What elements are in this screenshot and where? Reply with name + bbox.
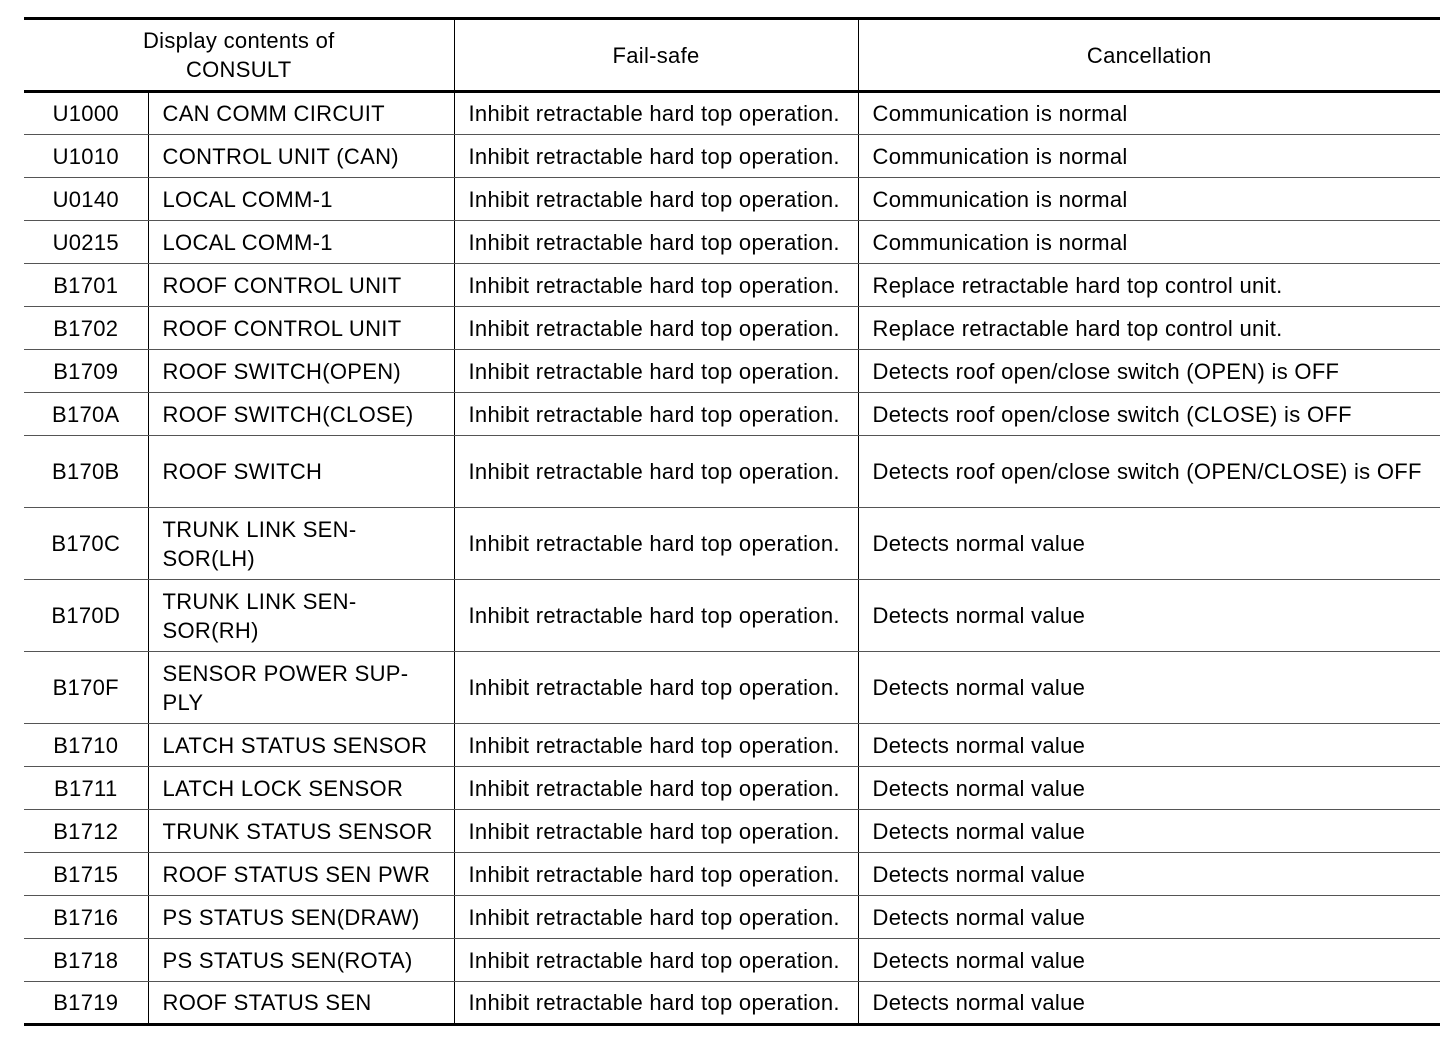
dtc-code: B1716 <box>24 896 148 939</box>
dtc-code: B170B <box>24 436 148 508</box>
dtc-code: B1709 <box>24 350 148 393</box>
dtc-code: U0140 <box>24 178 148 221</box>
cancellation-condition: Detects normal value <box>858 853 1440 896</box>
fail-safe-action: Inhibit retractable hard top operation. <box>454 939 858 982</box>
cancellation-condition: Detects roof open/close switch (OPEN/CLOSE) is OFF <box>858 436 1440 508</box>
table-body <box>24 92 1440 1025</box>
table-row <box>24 307 1440 350</box>
fail-safe-action: Inhibit retractable hard top operation. <box>454 982 858 1025</box>
dtc-code: U1000 <box>24 92 148 135</box>
dtc-code: B1701 <box>24 264 148 307</box>
header-row <box>24 19 1440 92</box>
cancellation-condition: Communication is normal <box>858 135 1440 178</box>
fail-safe-action: Inhibit retractable hard top operation. <box>454 767 858 810</box>
display-item: LATCH LOCK SENSOR <box>148 767 454 810</box>
dtc-code: B170D <box>24 580 148 652</box>
fail-safe-action: Inhibit retractable hard top operation. <box>454 92 858 135</box>
dtc-code: B170C <box>24 508 148 580</box>
cancellation-condition: Detects normal value <box>858 810 1440 853</box>
fail-safe-action: Inhibit retractable hard top operation. <box>454 580 858 652</box>
table-row <box>24 178 1440 221</box>
display-item: PS STATUS SEN(DRAW) <box>148 896 454 939</box>
fail-safe-action: Inhibit retractable hard top operation. <box>454 264 858 307</box>
display-item: TRUNK LINK SEN- SOR(LH) <box>148 508 454 580</box>
table-row <box>24 767 1440 810</box>
cancellation-condition: Detects normal value <box>858 982 1440 1025</box>
display-item: CAN COMM CIRCUIT <box>148 92 454 135</box>
display-item: PS STATUS SEN(ROTA) <box>148 939 454 982</box>
dtc-code: U0215 <box>24 221 148 264</box>
display-item: CONTROL UNIT (CAN) <box>148 135 454 178</box>
display-item: TRUNK LINK SEN- SOR(RH) <box>148 580 454 652</box>
table-row <box>24 264 1440 307</box>
dtc-code: B1702 <box>24 307 148 350</box>
header-fail-safe: Fail-safe <box>454 19 858 92</box>
fail-safe-table <box>24 17 1440 1026</box>
cancellation-condition: Detects normal value <box>858 767 1440 810</box>
display-item: TRUNK STATUS SENSOR <box>148 810 454 853</box>
dtc-code: B1712 <box>24 810 148 853</box>
fail-safe-action: Inhibit retractable hard top operation. <box>454 896 858 939</box>
fail-safe-action: Inhibit retractable hard top operation. <box>454 393 858 436</box>
cancellation-condition: Detects normal value <box>858 724 1440 767</box>
table-row <box>24 853 1440 896</box>
cancellation-condition: Detects normal value <box>858 580 1440 652</box>
table-row <box>24 508 1440 580</box>
table-row <box>24 810 1440 853</box>
display-item: ROOF STATUS SEN <box>148 982 454 1025</box>
fail-safe-action: Inhibit retractable hard top operation. <box>454 652 858 724</box>
display-item: ROOF SWITCH(OPEN) <box>148 350 454 393</box>
table-row <box>24 350 1440 393</box>
cancellation-condition: Communication is normal <box>858 221 1440 264</box>
fail-safe-action: Inhibit retractable hard top operation. <box>454 724 858 767</box>
display-item: LOCAL COMM-1 <box>148 221 454 264</box>
cancellation-condition: Detects roof open/close switch (CLOSE) is OFF <box>858 393 1440 436</box>
display-item: ROOF SWITCH <box>148 436 454 508</box>
cancellation-condition: Detects normal value <box>858 652 1440 724</box>
table-row <box>24 982 1440 1025</box>
fail-safe-action: Inhibit retractable hard top operation. <box>454 178 858 221</box>
dtc-code: B1710 <box>24 724 148 767</box>
dtc-code: B1719 <box>24 982 148 1025</box>
fail-safe-action: Inhibit retractable hard top operation. <box>454 853 858 896</box>
fail-safe-action: Inhibit retractable hard top operation. <box>454 810 858 853</box>
table-row <box>24 221 1440 264</box>
cancellation-condition: Communication is normal <box>858 178 1440 221</box>
dtc-code: B1711 <box>24 767 148 810</box>
header-display-contents: Display contents of CONSULT <box>24 19 454 92</box>
table-row <box>24 436 1440 508</box>
table-row <box>24 896 1440 939</box>
fail-safe-action: Inhibit retractable hard top operation. <box>454 436 858 508</box>
fail-safe-action: Inhibit retractable hard top operation. <box>454 350 858 393</box>
table-row <box>24 580 1440 652</box>
dtc-code: B170A <box>24 393 148 436</box>
table-row <box>24 724 1440 767</box>
cancellation-condition: Communication is normal <box>858 92 1440 135</box>
display-item: ROOF CONTROL UNIT <box>148 264 454 307</box>
display-item: LATCH STATUS SENSOR <box>148 724 454 767</box>
display-item: ROOF SWITCH(CLOSE) <box>148 393 454 436</box>
cancellation-condition: Detects normal value <box>858 896 1440 939</box>
dtc-code: U1010 <box>24 135 148 178</box>
display-item: LOCAL COMM-1 <box>148 178 454 221</box>
table-row <box>24 393 1440 436</box>
table-header <box>24 19 1440 92</box>
table-row <box>24 652 1440 724</box>
display-item: ROOF CONTROL UNIT <box>148 307 454 350</box>
display-item: ROOF STATUS SEN PWR <box>148 853 454 896</box>
fail-safe-action: Inhibit retractable hard top operation. <box>454 307 858 350</box>
cancellation-condition: Detects roof open/close switch (OPEN) is OFF <box>858 350 1440 393</box>
cancellation-condition: Detects normal value <box>858 508 1440 580</box>
cancellation-condition: Detects normal value <box>858 939 1440 982</box>
table-row <box>24 92 1440 135</box>
table-row <box>24 135 1440 178</box>
fail-safe-action: Inhibit retractable hard top operation. <box>454 221 858 264</box>
dtc-code: B170F <box>24 652 148 724</box>
fail-safe-action: Inhibit retractable hard top operation. <box>454 135 858 178</box>
header-cancellation: Cancellation <box>858 19 1440 92</box>
dtc-code: B1715 <box>24 853 148 896</box>
fail-safe-action: Inhibit retractable hard top operation. <box>454 508 858 580</box>
cancellation-condition: Replace retractable hard top control unit. <box>858 264 1440 307</box>
dtc-code: B1718 <box>24 939 148 982</box>
display-item: SENSOR POWER SUP- PLY <box>148 652 454 724</box>
cancellation-condition: Replace retractable hard top control unit. <box>858 307 1440 350</box>
table-row <box>24 939 1440 982</box>
